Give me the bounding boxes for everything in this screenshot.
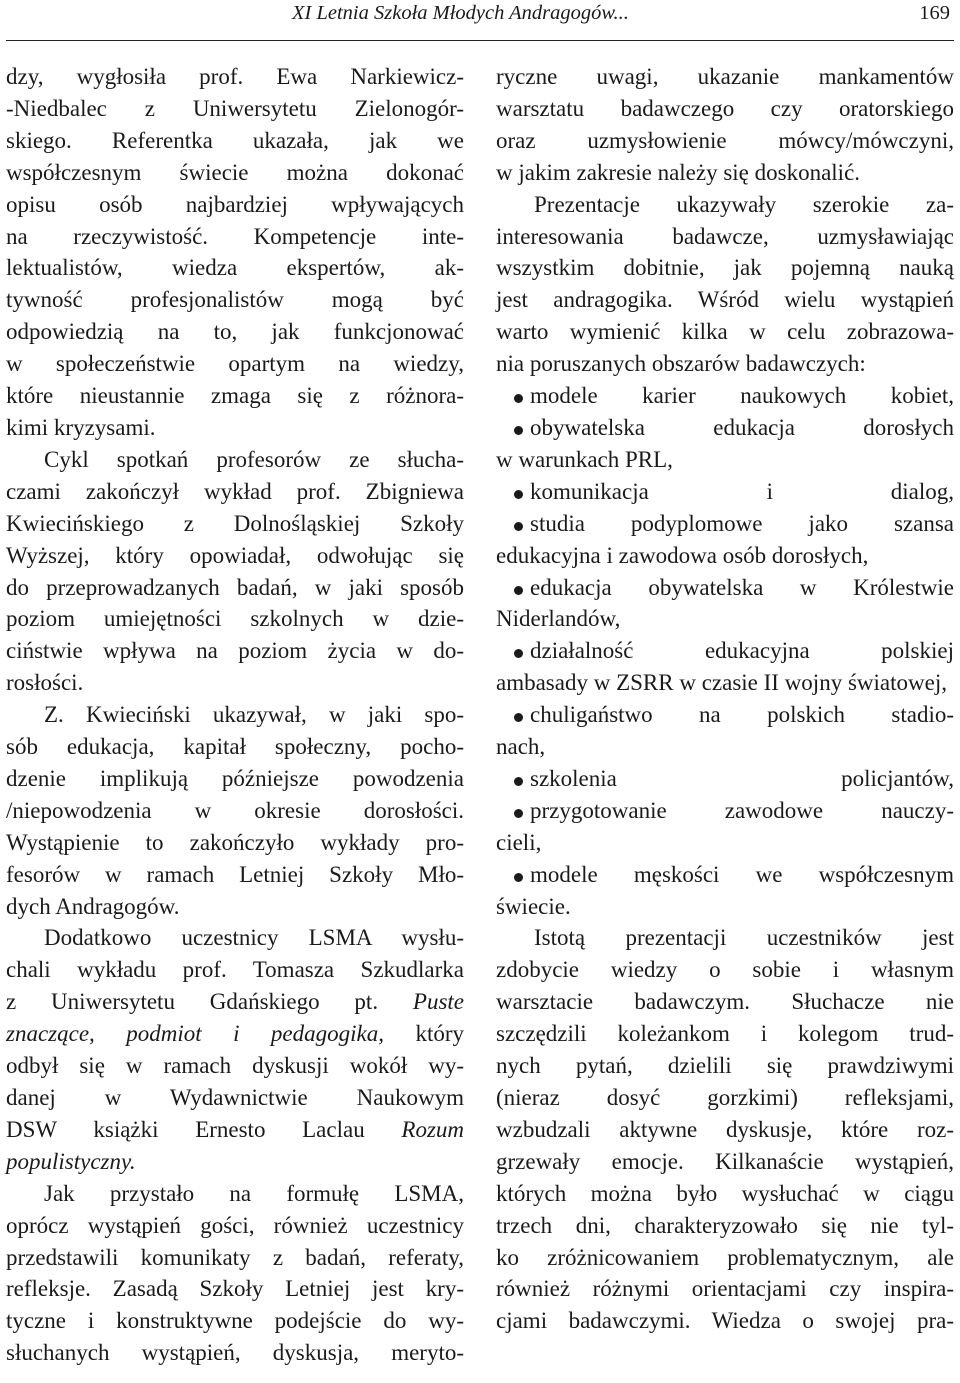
text-line: których można było wysłuchać w ciągu bbox=[496, 1180, 954, 1206]
list-item bbox=[496, 572, 954, 636]
text-line: które nieustannie zmaga się z różnora- bbox=[6, 383, 464, 409]
list-item-text: modele męskości we współczesnym bbox=[530, 861, 954, 887]
text-line: /niepowodzenia w okresie dorosłości. bbox=[6, 797, 464, 823]
text-line: cjami badawczymi. Wiedza o swojej pra- bbox=[496, 1308, 954, 1334]
bullet-icon bbox=[514, 809, 523, 818]
paragraph-end-line: populistyczny. bbox=[6, 1148, 136, 1174]
list-item-text: modele karier naukowych kobiet, bbox=[530, 383, 954, 409]
text-line: przedstawili komunikaty z badań, referaty, bbox=[6, 1244, 464, 1270]
paragraph-szkudlarek-lecture bbox=[6, 922, 464, 1145]
text-line: oraz uzmysłowienie mówcy/mówczyni, bbox=[496, 127, 954, 153]
text-fragment: który bbox=[415, 1021, 464, 1047]
list-item bbox=[496, 795, 954, 859]
text-line: Jak przystało na formułę LSMA, bbox=[44, 1180, 464, 1206]
paragraph-lsma-participants bbox=[6, 1178, 464, 1369]
book-title-italic: Rozum bbox=[401, 1116, 465, 1142]
text-line: ryczne uwagi, ukazanie mankamentów bbox=[496, 64, 954, 89]
paragraph-continuation bbox=[496, 61, 954, 157]
text-line: grzewały emocje. Kilkanaście wystąpień, bbox=[496, 1148, 954, 1174]
text-line: do przeprowadzanych badań, w jaki sposób bbox=[6, 574, 464, 600]
text-line: ciństwie wpływa na poziom życia w do- bbox=[6, 638, 464, 664]
text-line: wszystkim dobitnie, jak pojemną nauką bbox=[496, 255, 954, 281]
left-column bbox=[6, 61, 464, 1369]
list-item bbox=[496, 476, 954, 508]
text-line: oprócz wystąpień gości, również uczestnicy bbox=[6, 1212, 464, 1238]
text-line: (nieraz dosyć gorzkimi) refleksjami, bbox=[496, 1085, 954, 1110]
text-line: Z. Kwieciński ukazywał, w jaki spo- bbox=[44, 702, 464, 728]
paragraph-presentations bbox=[496, 189, 954, 349]
list-item-text: przygotowanie zawodowe nauczy- bbox=[530, 797, 954, 823]
page-number: 169 bbox=[919, 2, 950, 24]
text-line: odbył się w ramach dyskusji wokół wy- bbox=[6, 1053, 464, 1079]
list-item-continuation: cieli, bbox=[496, 829, 542, 855]
list-item-continuation: świecie. bbox=[496, 893, 571, 919]
text-line: fesorów w ramach Letniej Szkoły Mło- bbox=[6, 861, 464, 887]
list-item-text: obywatelska edukacja dorosłych bbox=[530, 414, 954, 440]
text-line: Dodatkowo uczestnicy LSMA wysłu- bbox=[44, 925, 464, 951]
text-line: również różnymi orientacjami czy inspira- bbox=[496, 1276, 954, 1302]
book-title-italic: znaczące, podmiot i pedagogika, bbox=[6, 1021, 384, 1047]
book-title-italic: Puste bbox=[412, 989, 464, 1015]
list-item-continuation: Niderlandów, bbox=[496, 606, 621, 632]
list-item-continuation: w warunkach PRL, bbox=[496, 446, 673, 472]
list-item-text: chuligaństwo na polskich stadio- bbox=[530, 702, 954, 728]
text-line: Wyższej, który opowiadał, odwołując się bbox=[6, 542, 464, 568]
paragraph-kwiecinski-lecture bbox=[6, 444, 464, 667]
text-line: nych pytań, dzielili się prawdziwymi bbox=[496, 1053, 954, 1079]
bullet-icon bbox=[514, 586, 523, 595]
list-item bbox=[496, 508, 954, 572]
paragraph-kwiecinski-summary bbox=[6, 699, 464, 890]
text-line: słuchanych wystąpień, dyskusja, meryto- bbox=[6, 1340, 464, 1366]
text-line: zdobycie wiedzy o sobie i własnym bbox=[496, 957, 954, 983]
bullet-icon bbox=[514, 394, 523, 403]
text-line: opisu osób najbardziej wpływających bbox=[6, 191, 464, 217]
text-line: Kwiecińskiego z Dolnośląskiej Szkoły bbox=[6, 510, 464, 536]
text-fragment: DSW książki Ernesto Laclau bbox=[6, 1116, 365, 1142]
right-column bbox=[496, 61, 954, 1337]
text-line: wzbudzali aktywne dyskusje, które roz- bbox=[496, 1116, 954, 1142]
text-line: skiego. Referentka ukazała, jak we bbox=[6, 127, 464, 153]
text-line: odpowiedzią na to, jak funkcjonować bbox=[6, 319, 464, 345]
research-topics-list bbox=[496, 380, 954, 922]
text-line: warto wymienić kilka w celu zobrazowa- bbox=[496, 319, 954, 345]
list-item-text: szkolenia policjantów, bbox=[530, 765, 954, 791]
paragraph-narkiewicz-lecture bbox=[6, 61, 464, 412]
header-title: XI Letnia Szkoła Młodych Andragogów... bbox=[292, 2, 629, 24]
paragraph-end-line: dych Andragogów. bbox=[6, 893, 180, 919]
list-item bbox=[496, 412, 954, 476]
list-item bbox=[496, 635, 954, 699]
list-item bbox=[496, 699, 954, 763]
running-header bbox=[6, 0, 954, 41]
list-item bbox=[496, 763, 954, 795]
text-line: poziom umiejętności szkolnych w dzie- bbox=[6, 606, 464, 632]
text-line: Cykl spotkań profesorów ze słucha- bbox=[44, 446, 464, 472]
bullet-icon bbox=[514, 426, 523, 435]
text-line: w społeczeństwie opartym na wiedzy, bbox=[6, 351, 464, 377]
text-line: tywność profesjonalistów mogą być bbox=[6, 287, 464, 313]
text-line: Prezentacje ukazywały szerokie za- bbox=[534, 191, 954, 217]
text-line: czami zakończył wykład prof. Zbigniewa bbox=[6, 478, 464, 504]
text-line: na rzeczywistość. Kompetencje inte- bbox=[6, 223, 464, 249]
bullet-icon bbox=[514, 649, 523, 658]
text-line: Wystąpienie to zakończyło wykłady pro- bbox=[6, 829, 464, 855]
paragraph-end-line: nia poruszanych obszarów badawczych: bbox=[496, 351, 866, 377]
list-item-text: edukacja obywatelska w Królestwie bbox=[530, 574, 954, 600]
text-line: szczędzili koleżankom i kolegom trud- bbox=[496, 1021, 954, 1047]
bullet-icon bbox=[514, 490, 523, 499]
text-line: sób edukacja, kapitał społeczny, pocho- bbox=[6, 734, 464, 760]
text-line: z Uniwersytetu Gdańskiego pt. bbox=[6, 989, 379, 1015]
text-line: lektualistów, wiedza ekspertów, ak- bbox=[6, 255, 464, 281]
list-item bbox=[496, 859, 954, 923]
text-line: danej w Wydawnictwie Naukowym bbox=[6, 1085, 464, 1110]
paragraph-participants-essence bbox=[496, 922, 954, 1337]
text-line: -Niedbalec z Uniwersytetu Zielonogór- bbox=[6, 95, 464, 121]
list-item-continuation: edukacyjna i zawodowa osób dorosłych, bbox=[496, 542, 869, 568]
paragraph-end-line: rosłości. bbox=[6, 670, 84, 696]
text-line: jest andragogika. Wśród wielu wystąpień bbox=[496, 287, 954, 313]
list-item-text: działalność edukacyjna polskiej bbox=[530, 638, 954, 664]
text-line: refleksje. Zasadą Szkoły Letniej jest kry- bbox=[6, 1276, 464, 1302]
text-line: ko zróżnicowaniem problematycznym, ale bbox=[496, 1244, 954, 1270]
text-line: dzenie implikują późniejsze powodzenia bbox=[6, 765, 464, 791]
text-line: współczesnym świecie można dokonać bbox=[6, 159, 464, 185]
list-item-text: studia podyplomowe jako szansa bbox=[530, 510, 954, 536]
text-line: Istotą prezentacji uczestników jest bbox=[534, 925, 954, 951]
paragraph-end-line: kimi kryzysami. bbox=[6, 414, 156, 440]
list-item bbox=[496, 380, 954, 412]
list-item-text: komunikacja i dialog, bbox=[530, 478, 954, 504]
bullet-icon bbox=[514, 777, 523, 786]
bullet-icon bbox=[514, 522, 523, 531]
list-item-continuation: nach, bbox=[496, 734, 546, 760]
text-line: trzech dni, charakteryzowało się nie tyl- bbox=[496, 1212, 954, 1238]
list-item-continuation: ambasady w ZSRR w czasie II wojny światowej, bbox=[496, 670, 947, 696]
text-line: tyczne i konstruktywne podejście do wy- bbox=[6, 1308, 464, 1334]
paragraph-end-line: w jakim zakresie należy się doskonalić. bbox=[496, 159, 861, 185]
text-line: interesowania badawcze, uzmysławiając bbox=[496, 223, 954, 249]
bullet-icon bbox=[514, 873, 523, 882]
text-line: warsztacie badawczym. Słuchacze nie bbox=[496, 989, 954, 1015]
text-line: warsztatu badawczego czy oratorskiego bbox=[496, 95, 954, 121]
text-line: dzy, wygłosiła prof. Ewa Narkiewicz- bbox=[6, 64, 464, 89]
bullet-icon bbox=[514, 713, 523, 722]
text-line: chali wykładu prof. Tomasza Szkudlarka bbox=[6, 957, 464, 983]
